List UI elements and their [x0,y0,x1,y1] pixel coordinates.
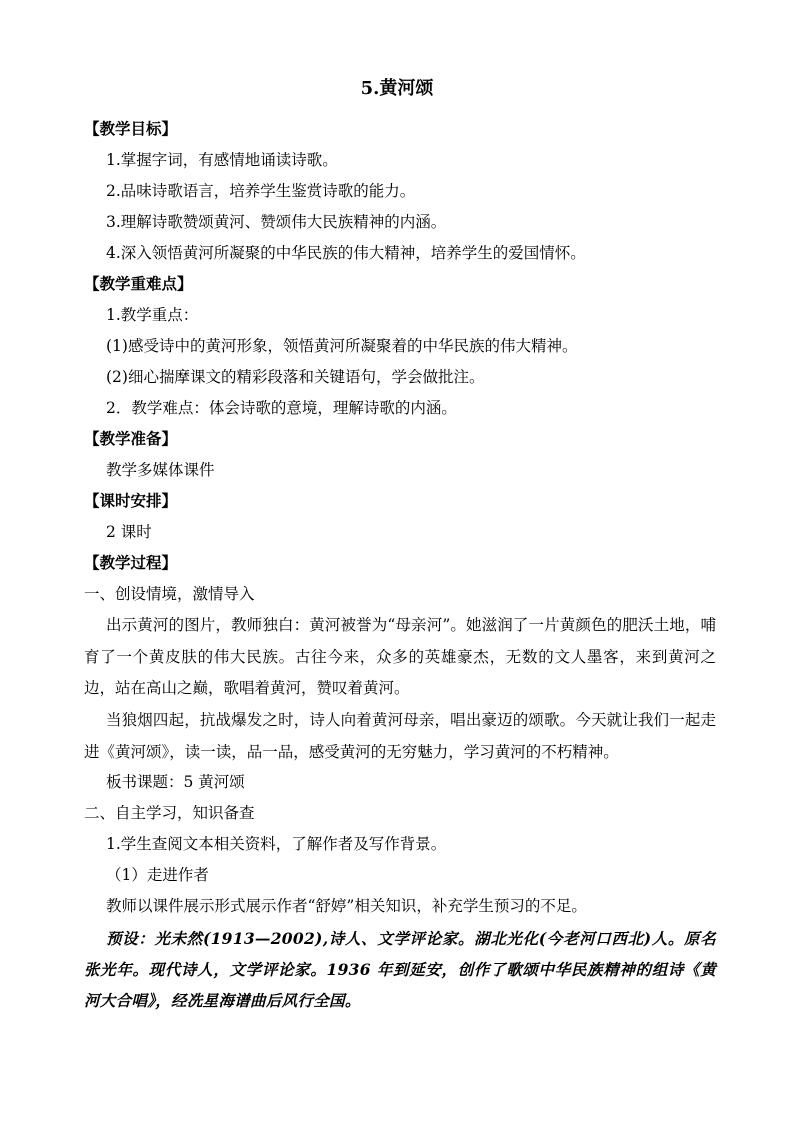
section-heading-schedule: 【课时安排】 [84,491,178,510]
objective-item: 1.掌握字词，有感情地诵读诗歌。 [106,151,338,169]
section-heading-key-points: 【教学重难点】 [84,274,193,293]
intro-paragraph: 出示黄河的图片，教师独白：黄河被誉为“母亲河”。她滋润了一片黄颜色的肥沃土地，哺育了一个黄皮肤的伟大民族。古往今来，众多的英雄豪杰，无数的文人墨客，来到黄河之边，站在高山之巅，歌唱着黄河，赞叹着黄河。 [84,616,716,697]
process-step-heading: 二、自主学习，知识备查 [84,804,255,822]
section-heading-objectives: 【教学目标】 [84,119,178,138]
intro-paragraph-2: 当狼烟四起，抗战爆发之时，诗人向着黄河母亲，唱出豪迈的颂歌。今天就让我们一起走进《黄河颂》，读一读，品一品，感受黄河的无穷魅力，学习黄河的不朽精神。 [84,711,716,761]
document-title: 5.黄河颂 [360,78,434,99]
key-point-item: 1.教学重点： [106,306,199,324]
objective-item: 4.深入领悟黄河所凝聚的中华民族的伟大精神，培养学生的爱国情怀。 [106,244,586,262]
key-point-item: (2)细心揣摩课文的精彩段落和关键语句，学会做批注。 [106,368,485,386]
study-text: 教师以课件展示形式展示作者“舒婷”相关知识，补充学生预习的不足。 [106,897,587,915]
preparation-text: 教学多媒体课件 [106,461,215,479]
board-title-text: 板书课题：5 黄河颂 [106,773,245,791]
difficulty-item: 2．教学难点：体会诗歌的意境，理解诗歌的内涵。 [106,399,457,417]
objective-item: 3.理解诗歌赞颂黄河、赞颂伟大民族精神的内涵。 [106,213,447,231]
study-subitem: （1）走进作者 [106,866,209,884]
key-point-item: (1)感受诗中的黄河形象，领悟黄河所凝聚着的中华民族的伟大精神。 [106,337,578,355]
author-note-paragraph: 预设：光未然(1913—2002),诗人、文学评论家。湖北光化(今老河口西北)人。原名张光年。现代诗人，文学评论家。1936 年到延安，创作了歌颂中华民族精神的组诗《黄河大合唱》，经冼星海谱曲后风行全国。 [84,929,716,1010]
process-step-heading: 一、创设情境，激情导入 [84,585,255,603]
objective-item: 2.品味诗歌语言，培养学生鉴赏诗歌的能力。 [106,182,416,200]
section-heading-preparation: 【教学准备】 [84,429,178,448]
section-heading-process: 【教学过程】 [84,553,178,572]
schedule-text: 2 课时 [106,523,152,541]
study-item: 1.学生查阅文本相关资料，了解作者及写作背景。 [106,835,447,853]
